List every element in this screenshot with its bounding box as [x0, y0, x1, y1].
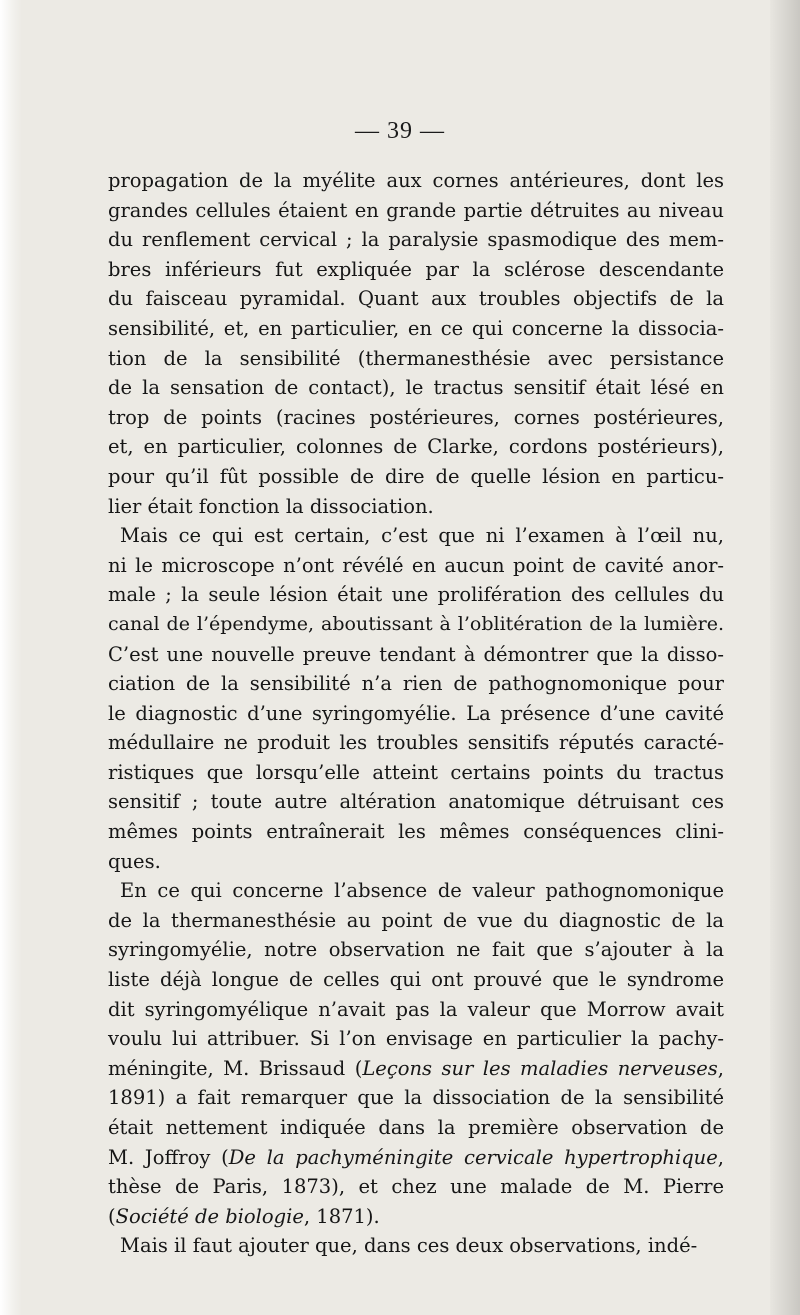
page-left-edge	[0, 0, 22, 1315]
text-segment: ,	[717, 1056, 724, 1080]
text-line: le diagnostic d’une syringomyélie. La présence d’une cavité	[108, 701, 724, 725]
text-line: thèse de Paris, 1873), et chez une malade de M. Pierre	[108, 1175, 724, 1199]
text-line: liste déjà longue de celles qui ont prouvé que le syndrome	[108, 968, 724, 992]
italic-title: De la pachyméningite cervicale hypertrophique	[228, 1145, 718, 1169]
text-line: sensitif ; toute autre altération anatomique détruisant ces	[108, 790, 724, 814]
text-line: médullaire ne produit les troubles sensitifs réputés caracté-	[108, 731, 724, 755]
text-line: était nettement indiquée dans la première observation de	[108, 1116, 724, 1139]
text-line: canal de l’épendyme, aboutissant à l’oblitération de la lumière.	[108, 612, 724, 635]
text-line: voulu lui attribuer. Si l’on envisage en particulier la pachy-	[108, 1027, 724, 1051]
text-line: lier était fonction la dissociation.	[108, 494, 434, 518]
text-line: mêmes points entraînerait les mêmes conséquences clini-	[108, 820, 724, 844]
text-line: tion de la sensibilité (thermanesthésie avec persistance	[108, 346, 724, 370]
text-line: du renflement cervical ; la paralysie spasmodique des mem-	[108, 228, 724, 252]
text-line: bres inférieurs fut expliquée par la sclérose descendante	[108, 257, 724, 281]
text-line: C’est une nouvelle preuve tendant à démontrer que la disso-	[108, 642, 724, 666]
text-line: de la thermanesthésie au point de vue du diagnostic de la	[108, 908, 724, 932]
text-line: sensibilité, et, en particulier, en ce qui concerne la dissocia-	[108, 316, 724, 340]
text-line: dit syringomyélique n’avait pas la valeur que Morrow avait	[108, 997, 724, 1021]
text-line: propagation de la myélite aux cornes antérieures, dont les	[108, 169, 724, 192]
text-line: du faisceau pyramidal. Quant aux troubles objectifs de la	[108, 287, 724, 311]
text-line	[108, 1054, 724, 1084]
text-line: de la sensation de contact), le tractus sensitif était lésé en	[108, 376, 724, 400]
text-segment: (	[108, 1204, 116, 1228]
text-line	[108, 1202, 724, 1232]
paragraph-start-line: Mais il faut ajouter que, dans ces deux observations, indé-	[120, 1234, 698, 1258]
italic-title: Leçons sur les maladies nerveuses	[362, 1056, 718, 1080]
text-line	[108, 1143, 724, 1173]
text-segment: méningite, M. Brissaud (	[108, 1056, 363, 1080]
italic-title: Société de biologie	[115, 1204, 304, 1228]
paragraph-start-line: Mais ce qui est certain, c’est que ni l’examen à l’œil nu,	[120, 524, 724, 548]
text-line: pour qu’il fût possible de dire de quelle lésion en particu-	[108, 464, 724, 488]
text-segment: , 1871).	[303, 1204, 380, 1228]
page-right-edge	[770, 0, 800, 1315]
page-number: — 39 —	[355, 118, 445, 144]
text-line: ciation de la sensibilité n’a rien de pathognomonique pour	[108, 672, 724, 696]
body-text	[108, 166, 724, 1261]
text-line: ristiques que lorsqu’elle atteint certains points du tractus	[108, 760, 724, 784]
text-line: ni le microscope n’ont révélé en aucun point de cavité anor-	[108, 553, 724, 577]
text-segment: ,	[717, 1145, 724, 1169]
text-line: et, en particulier, colonnes de Clarke, cordons postérieurs),	[108, 435, 724, 459]
text-line: trop de points (racines postérieures, cornes postérieures,	[108, 405, 724, 429]
text-line: syringomyélie, notre observation ne fait que s’ajouter à la	[108, 938, 724, 962]
text-line: ques.	[108, 849, 161, 873]
paragraph-start-line: En ce qui concerne l’absence de valeur pathognomonique	[120, 879, 724, 903]
text-line: 1891) a fait remarquer que la dissociation de la sensibilité	[108, 1086, 724, 1110]
text-line: male ; la seule lésion était une prolifération des cellules du	[108, 583, 724, 607]
text-segment: M. Joffroy (	[108, 1145, 229, 1169]
text-line: grandes cellules étaient en grande partie détruites au niveau	[108, 198, 724, 222]
